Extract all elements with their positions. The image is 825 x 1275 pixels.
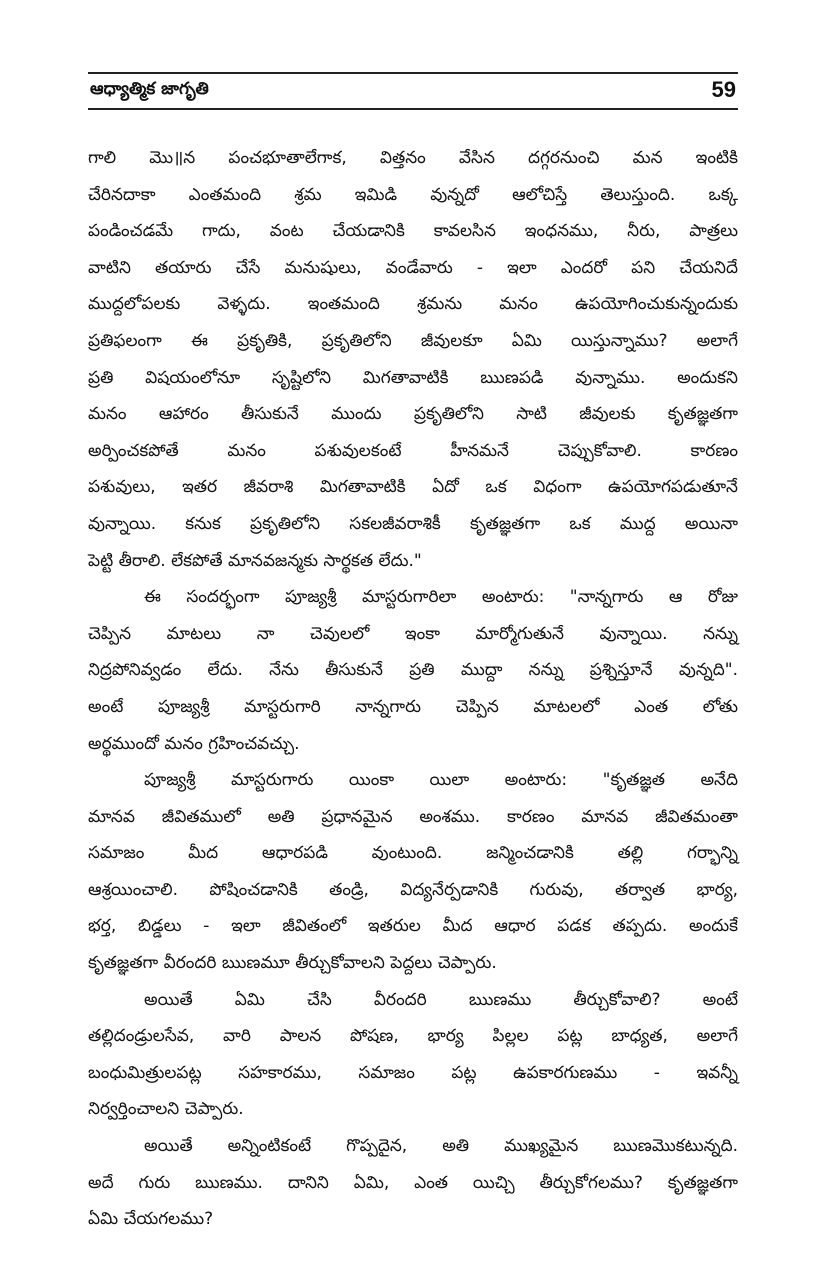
text-line: పెట్టి తీరాలి. లేకపోతే మానవజన్మకు సార్థకత లేదు."	[88, 550, 422, 571]
text-line: పూజ్యశ్రీ మాస్టరుగారు యింకా యిలా అంటారు: "కృతజ్ఞత అనేది	[144, 770, 738, 791]
page-body	[88, 140, 738, 1238]
paragraph	[88, 1128, 738, 1238]
text-line: తల్లిదండ్రులసేవ, వారి పాలన పోషణ, భార్య పిల్లల పట్ల బాధ్యత, అలాగే	[88, 1026, 738, 1047]
text-line: వాటిని తయారు చేసే మనుషులు, వండేవారు - ఇలా ఎందరో పని చేయనిదే	[88, 257, 738, 278]
running-header	[88, 72, 738, 110]
text-line: అదే గురు ఋణము. దానిని ఏమి, ఎంత యిచ్చి తీర్చుకోగలము? కృతజ్ఞతగా	[88, 1172, 738, 1193]
text-line: ఆశ్రయించాలి. పోషించడానికి తండ్రి, విద్యనేర్పడానికి గురువు, తర్వాత భార్య,	[88, 879, 738, 900]
page-number: 59	[711, 77, 736, 102]
text-line: అయితే అన్నింటికంటే గొప్పదైన, అతి ముఖ్యమైన ఋణమొకటున్నది.	[144, 1136, 738, 1157]
text-line: ప్రతి విషయంలోనూ సృష్టిలోని మిగతావాటికి ఋణపడి వున్నాము. అందుకని	[88, 367, 738, 388]
paragraph	[88, 762, 738, 982]
text-line: అర్థముందో మనం గ్రహించవచ్చు.	[88, 733, 300, 754]
text-line: మనం ఆహారం తీసుకునే ముందు ప్రకృతిలోని సాటి జీవులకు కృతజ్ఞతగా	[88, 404, 738, 425]
paragraph	[88, 579, 738, 762]
text-line: గాలి మొ॥న పంచభూతాలేగాక, విత్తనం వేసిన దగ్గరనుంచి మన ఇంటికి	[88, 148, 738, 168]
paragraph	[88, 982, 738, 1128]
text-line: అయితే ఏమి చేసి వీరందరి ఋణము తీర్చుకోవాలి? అంటే	[144, 989, 738, 1010]
text-line: సమాజం మీద ఆధారపడి వుంటుంది. జన్మించడానికి తల్లి గర్భాన్ని	[88, 843, 738, 864]
text-line: ఈ సందర్భంగా పూజ్యశ్రీ మాస్టరుగారిలా అంటారు: "నాన్నగారు ఆ రోజు	[144, 587, 738, 608]
text-line: వున్నాయి. కనుక ప్రకృతిలోని సకలజీవరాశికీ కృతజ్ఞతగా ఒక ముద్ద అయినా	[88, 513, 738, 534]
text-line: అర్పించకపోతే మనం పశువులకంటే హీనమనే చెప్పుకోవాలి. కారణం	[88, 440, 738, 461]
text-line: చేరినదాకా ఎంతమంది శ్రమ ఇమిడి వున్నదో ఆలోచిస్తే తెలుస్తుంది. ఒక్క	[88, 184, 738, 205]
text-line: బంధుమిత్రులపట్ల సహకారము, సమాజం పట్ల ఉపకారగుణము - ఇవన్నీ	[88, 1062, 738, 1083]
text-line: ఏమి చేయగలము?	[88, 1209, 214, 1230]
text-line: భర్త, బిడ్డలు - ఇలా జీవితంలో ఇతరుల మీద ఆధార పడక తప్పదు. అందుకే	[88, 916, 738, 937]
text-line: మానవ జీవితములో అతి ప్రధానమైన అంశము. కారణం మానవ జీవితమంతా	[88, 806, 738, 827]
text-line: కృతజ్ఞతగా వీరందరి ఋణమూ తీర్చుకోవాలని పెద్దలు చెప్పారు.	[88, 953, 497, 974]
text-line: పశువులు, ఇతర జీవరాశి మిగతావాటికి ఏదో ఒక విధంగా ఉపయోగపడుతూనే	[88, 477, 738, 498]
paragraph	[88, 140, 738, 579]
text-line: పండించడమే గాదు, వంట చేయడానికి కావలసిన ఇంధనము, నీరు, పాత్రలు	[88, 221, 738, 242]
text-line: నిర్వర్తించాలని చెప్పారు.	[88, 1099, 244, 1120]
text-line: ప్రతిఫలంగా ఈ ప్రకృతికి, ప్రకృతిలోని జీవులకూ ఏమి యిస్తున్నాము? అలాగే	[88, 330, 738, 351]
text-line: ముద్దలోపలకు వెళ్ళదు. ఇంతమంది శ్రమను మనం ఉపయోగించుకున్నందుకు	[88, 294, 738, 315]
text-line: నిద్రపోనివ్వడం లేదు. నేను తీసుకునే ప్రతి ముద్దా నన్ను ప్రశ్నిస్తూనే వున్నది".	[88, 660, 738, 681]
book-title: ఆధ్యాత్మిక జాగృతి	[90, 79, 209, 99]
text-line: అంటే పూజ్యశ్రీ మాస్టరుగారి నాన్నగారు చెప్పిన మాటలలో ఎంత లోతు	[88, 696, 738, 717]
text-line: చెప్పిన మాటలు నా చెవులలో ఇంకా మార్మోగుతునే వున్నాయి. నన్ను	[88, 623, 738, 644]
